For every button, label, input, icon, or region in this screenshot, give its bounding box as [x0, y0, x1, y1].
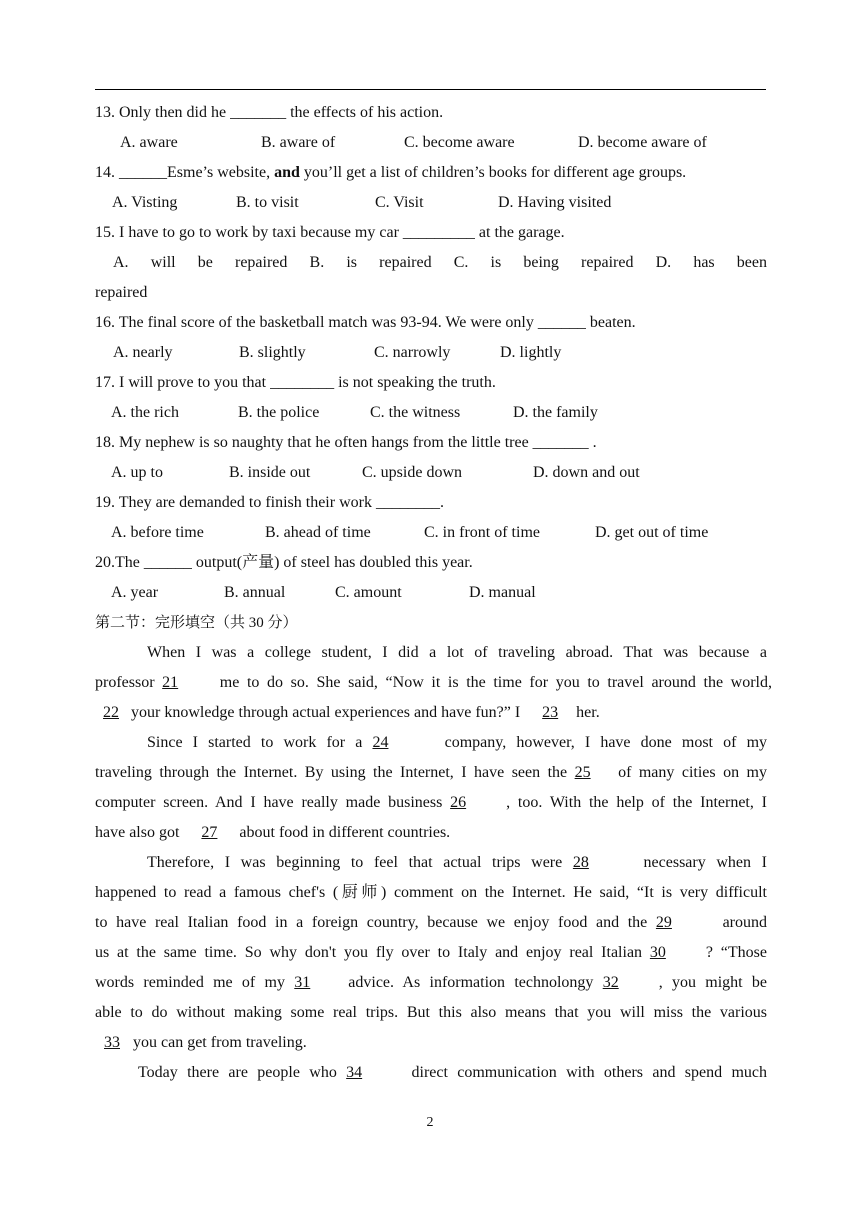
- section-title: 第二节：完形填空（共 30 分）: [95, 615, 298, 631]
- blank-33: 33: [104, 1034, 120, 1051]
- blank-25: 25: [574, 764, 591, 781]
- question-13-option-c: C. become aware: [404, 134, 515, 151]
- question-18-option-c: C. upside down: [362, 464, 462, 481]
- passage-line-12: words reminded me of my 31 advice. As information technolongy 32 , you might be: [95, 974, 767, 991]
- blank-28: 28: [572, 854, 589, 871]
- passage-line-7: have also got 27 about food in different countries.: [95, 824, 451, 841]
- question-20-option-b: B. annual: [224, 584, 286, 601]
- blank-30: 30: [649, 944, 666, 961]
- question-17-stem: 17. I will prove to you that ________ is not speaking the truth.: [95, 374, 496, 391]
- question-16-stem: 16. The final score of the basketball match was 93-94. We were only ______ beaten.: [95, 314, 636, 331]
- blank-31: 31: [294, 974, 311, 991]
- passage-line-15: Today there are people who 34 direct communication with others and spend much: [138, 1064, 767, 1081]
- question-14-option-d: D. Having visited: [498, 194, 612, 211]
- passage-line-14: 33 you can get from traveling.: [95, 1033, 770, 1053]
- question-19-option-d: D. get out of time: [595, 524, 709, 541]
- blank-32: 32: [602, 974, 619, 991]
- question-14-option-c: C. Visit: [375, 194, 424, 211]
- passage-line-9: happened to read a famous chef's (厨师) comment on the Internet. He said, “It is very difficult: [95, 884, 767, 901]
- question-17-option-c: C. the witness: [370, 404, 461, 421]
- question-17-option-d: D. the family: [513, 404, 598, 421]
- passage-line-5: traveling through the Internet. By using the Internet, I have seen the 25 of many cities on my: [95, 764, 767, 781]
- blank-27: 27: [201, 824, 218, 841]
- passage-line-11: us at the same time. So why don't you fly over to Italy and enjoy real Italian 30 ? “Those: [95, 944, 768, 961]
- question-18-option-b: B. inside out: [229, 464, 311, 481]
- blank-29: 29: [655, 914, 672, 931]
- question-13-option-d: D. become aware of: [578, 134, 707, 151]
- question-18-option-a: A. up to: [111, 464, 163, 481]
- passage-line-2: professor 21 me to do so. She said, “Now it is the time for you to travel around the world,: [95, 674, 772, 691]
- question-17-option-a: A. the rich: [111, 404, 179, 421]
- question-15-options-continued: repaired: [95, 284, 148, 301]
- passage-line-13: able to do without making some real trips. But this also means that you will miss the various: [95, 1004, 767, 1021]
- blank-26: 26: [450, 794, 467, 811]
- question-18-option-d: D. down and out: [533, 464, 640, 481]
- question-13-option-a: A. aware: [120, 134, 178, 151]
- question-16-option-b: B. slightly: [239, 344, 306, 361]
- passage-line-8: Therefore, I was beginning to feel that actual trips were 28 necessary when I: [147, 854, 768, 871]
- question-15-options: A. will be repaired B. is repaired C. is being repaired D. has been: [113, 254, 767, 271]
- blank-22: 22: [103, 704, 119, 721]
- question-20-option-a: A. year: [111, 584, 159, 601]
- passage-line-4: Since I started to work for a 24 company, however, I have done most of my: [147, 734, 768, 751]
- question-19-option-a: A. before time: [111, 524, 204, 541]
- blank-23: 23: [542, 704, 559, 721]
- question-16-option-c: C. narrowly: [374, 344, 451, 361]
- passage-line-1: When I was a college student, I did a lot of traveling abroad. That was because a: [147, 644, 767, 661]
- question-14-option-b: B. to visit: [236, 194, 299, 211]
- blank-24: 24: [372, 734, 389, 751]
- question-20-option-d: D. manual: [469, 584, 536, 601]
- question-15-stem: 15. I have to go to work by taxi because my car _________ at the garage.: [95, 224, 565, 241]
- question-16-option-d: D. lightly: [500, 344, 562, 361]
- question-20-option-c: C. amount: [335, 584, 402, 601]
- passage-line-10: to have real Italian food in a foreign country, because we enjoy food and the 29 around: [95, 914, 767, 931]
- page-number: 2: [426, 1115, 434, 1130]
- question-20-stem: 20.The ______ output(产量) of steel has doubled this year.: [95, 554, 473, 571]
- question-18-stem: 18. My nephew is so naughty that he often hangs from the little tree _______ .: [95, 434, 597, 451]
- question-19-option-c: C. in front of time: [424, 524, 540, 541]
- question-14-stem: 14. ______Esme’s website, and you’ll get a list of children’s books for different age groups.: [95, 164, 687, 181]
- question-17-option-b: B. the police: [238, 404, 320, 421]
- passage-line-6: computer screen. And I have really made business 26 , too. With the help of the Internet, I: [95, 794, 767, 811]
- blank-21: 21: [162, 674, 179, 691]
- passage-line-3: 22 your knowledge through actual experiences and have fun?” I 23 her.: [95, 703, 770, 723]
- question-19-option-b: B. ahead of time: [265, 524, 371, 541]
- question-13-option-b: B. aware of: [261, 134, 336, 151]
- question-14-option-a: A. Visting: [112, 194, 178, 211]
- question-19-stem: 19. They are demanded to finish their work ________.: [95, 494, 444, 511]
- question-16-option-a: A. nearly: [113, 344, 173, 361]
- question-13-stem: 13. Only then did he _______ the effects of his action.: [95, 104, 444, 121]
- blank-34: 34: [346, 1064, 363, 1081]
- header-rule: [95, 89, 766, 90]
